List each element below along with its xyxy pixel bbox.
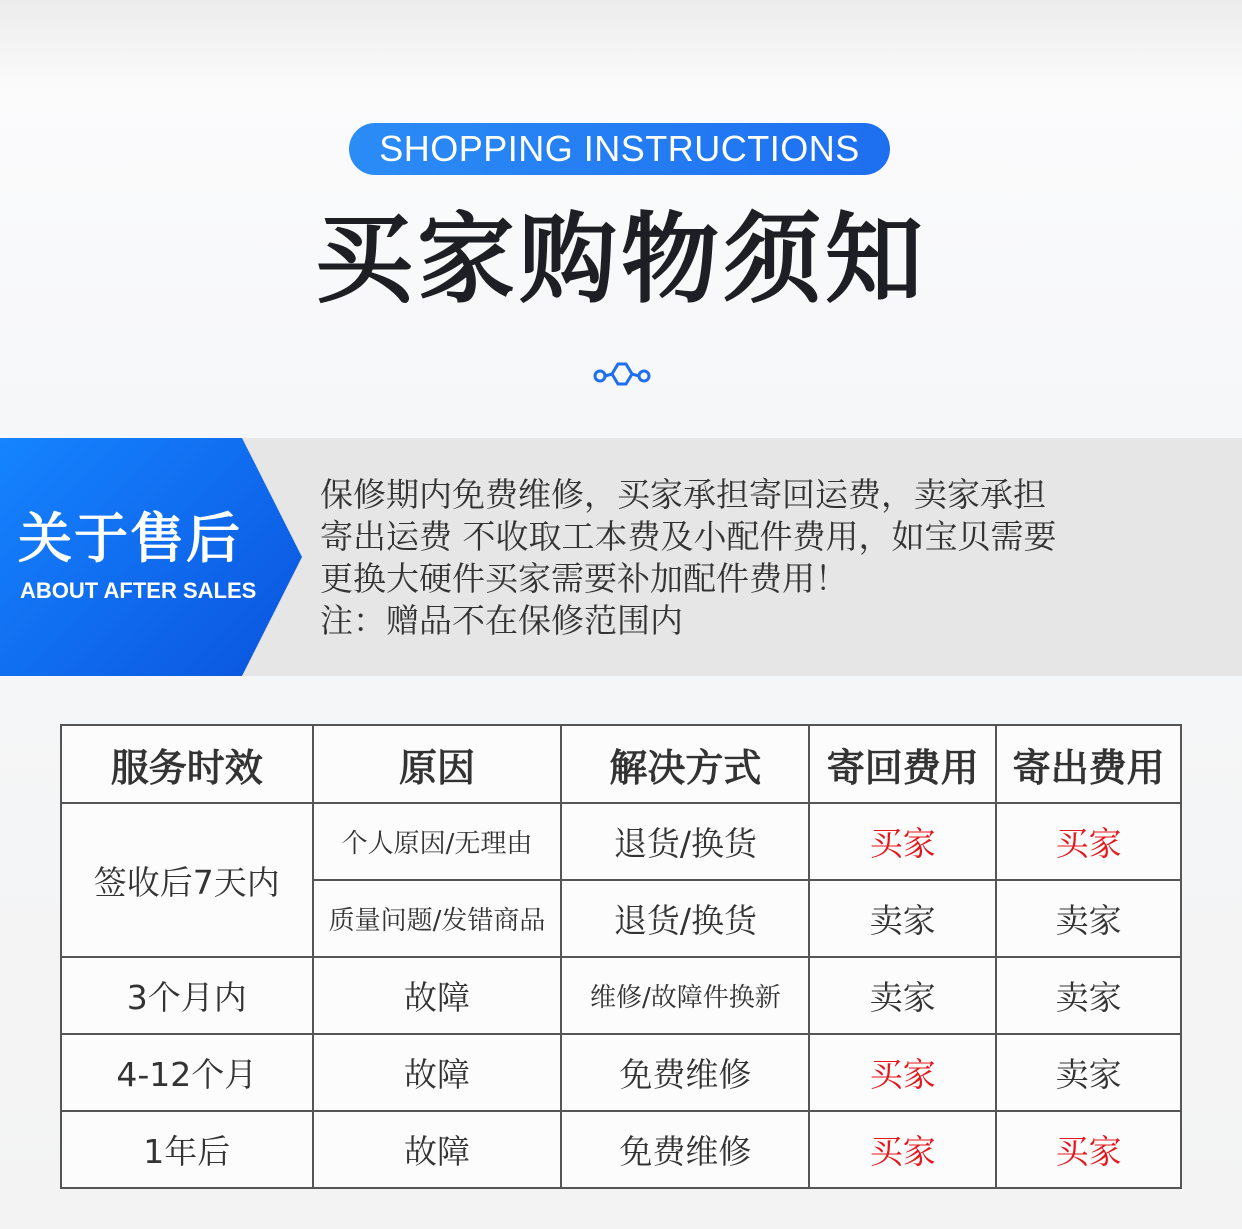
shopping-instructions-badge: SHOPPING INSTRUCTIONS <box>349 123 890 175</box>
cell-solution: 免费维修 <box>561 1111 809 1188</box>
link-ornament-icon <box>590 356 654 392</box>
table-row <box>61 957 1181 1034</box>
cell-return-fee: 卖家 <box>809 880 996 957</box>
notice-line: 更换大硬件买家需要补加配件费用！ <box>320 559 848 598</box>
cell-period: 签收后7天内 <box>61 803 313 957</box>
cell-reason: 故障 <box>313 1111 562 1188</box>
cell-reason: 故障 <box>313 957 562 1034</box>
page-title: 买家购物须知 <box>314 203 927 317</box>
cell-reason: 故障 <box>313 1034 562 1111</box>
cell-solution: 退货/换货 <box>561 880 809 957</box>
after-sales-subtitle: ABOUT AFTER SALES <box>20 578 257 603</box>
header-solution: 解决方式 <box>561 725 809 803</box>
cell-return-fee: 买家 <box>809 1034 996 1111</box>
cell-period: 1年后 <box>61 1111 313 1188</box>
table-row <box>61 1034 1181 1111</box>
cell-send-fee: 买家 <box>996 1111 1181 1188</box>
notice-line: 保修期内免费维修，买家承担寄回运费，卖家承担 <box>320 475 1046 514</box>
notice-line: 注：赠品不在保修范围内 <box>320 601 683 640</box>
cell-period: 4-12个月 <box>61 1034 313 1111</box>
cell-period: 3个月内 <box>61 957 313 1034</box>
header-return-fee: 寄回费用 <box>809 725 996 803</box>
cell-send-fee: 买家 <box>996 803 1181 880</box>
cell-send-fee: 卖家 <box>996 1034 1181 1111</box>
service-policy-table <box>60 724 1182 1189</box>
table-header-row <box>61 725 1181 803</box>
notice-line: 寄出运费 不收取工本费及小配件费用，如宝贝需要 <box>320 517 1057 556</box>
cell-return-fee: 卖家 <box>809 957 996 1034</box>
header-send-fee: 寄出费用 <box>996 725 1181 803</box>
cell-reason: 个人原因/无理由 <box>313 803 562 880</box>
cell-send-fee: 卖家 <box>996 957 1181 1034</box>
cell-solution: 维修/故障件换新 <box>561 957 809 1034</box>
cell-solution: 免费维修 <box>561 1034 809 1111</box>
table-row <box>61 803 1181 880</box>
cell-return-fee: 买家 <box>809 1111 996 1188</box>
cell-send-fee: 卖家 <box>996 880 1181 957</box>
after-sales-title: 关于售后 <box>18 507 242 570</box>
table-row <box>61 1111 1181 1188</box>
header-reason: 原因 <box>313 725 562 803</box>
header-period: 服务时效 <box>61 725 313 803</box>
cell-reason: 质量问题/发错商品 <box>313 880 562 957</box>
cell-return-fee: 买家 <box>809 803 996 880</box>
cell-solution: 退货/换货 <box>561 803 809 880</box>
after-sales-notice <box>320 474 1140 642</box>
